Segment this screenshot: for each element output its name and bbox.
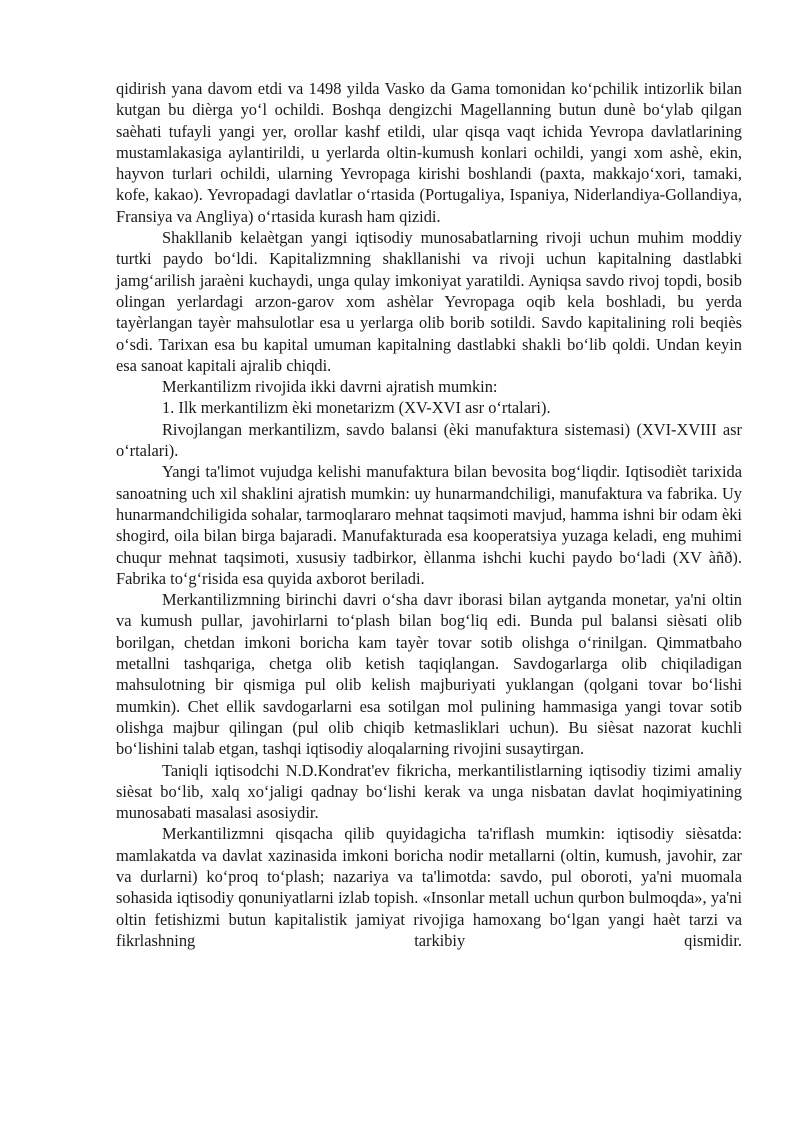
paragraph-mercantilism-periods-intro: Merkantilizm rivojida ikki davrni ajratish mumkin: [162, 377, 498, 397]
document-page [116, 78, 742, 951]
paragraph-first-period: Merkantilizmning birinchi davri o‘sha davr iborasi bilan aytganda monetar, ya'ni oltin va kumush pullar, javohirlarni to‘plash bilan bog‘liq edi. Bunda pul balansi sièsati olib borilgan, chetdan imkoni boricha kam tayèr tovar sotib olishga o‘rinilgan. Qimmatbaho metallni tashqariga, chetga olib ketish taqiqlangan. Savdogarlarga olib chiqiladigan mahsulotning bir qismiga pul olib kelish majburiyati yuklangan (qolgani tovar bo‘lishi mumkin). Chet ellik savdogarlarni esa sotilgan mol pulining hammasiga yangi tovar sotib olishga majbur qilingan (pul olib chiqib ketmasliklari uchun). Bu sièsat nazorat kuchli bo‘lishini talab etgan, tashqi iqtisodiy aloqalarning rivojini susaytirgan. [116, 590, 742, 759]
paragraph-kondratev: Taniqli iqtisodchi N.D.Kondrat'ev fikricha, merkantilistlarning iqtisodiy tizimi amaliy sièsat bo‘lib, xalq xo‘jaligi qadnay bo‘lishi kerak va unga nisbatan davlat hoqimiyatining munosabati masalasi asosiydir. [116, 760, 742, 823]
paragraph-mercantilism-definition: Merkantilizmni qisqacha qilib quyidagicha ta'riflash mumkin: iqtisodiy sièsatda: mamlakatda va davlat xazinasida imkoni boricha nodir metallarni (oltin, kumush, javohir, zar va durlarni) ko‘proq to‘plash; nazariya va ta'limotda: savdo, pul oboroti, ya'ni muomala sohasida iqtisodiy qonuniyatlarni izlab topish. «Insonlar metall uchun qurbon bulmoqda», ya'ni oltin fetishizmi butun kapitalistik jamiyat rivojiga hamoxang bo‘lgan yangi haèt tarzi va fikrlashning tarkibiy qismidir. [116, 824, 742, 950]
paragraph-capital-accumulation: Shakllanib kelaètgan yangi iqtisodiy munosabatlarning rivoji uchun muhim moddiy turtki paydo bo‘ldi. Kapitalizmning shakllanishi va rivoji uchun kapitalning dastlabki jamg‘arilish jaraèni kuchaydi, unga qulay imkoniyat yaratildi. Ayniqsa savdo rivoj topdi, bosib olingan yerlardagi arzon-garov xom ashèlar Yevropaga oqib kela boshladi, bu yerda tayèrlangan tayèr mahsulotlar esa u yerlarga olib borib sotildi. Savdo kapitalining roli beqiès o‘sdi. Tarixan esa bu kapital umuman kapitalning dastlabki shakli bo‘lib qoldi. Undan keyin esa sanoat kapitali ajralib chiqdi. [116, 228, 742, 375]
paragraph-vasco-da-gama: qidirish yana davom etdi va 1498 yilda Vasko da Gama tomonidan ko‘pchilik intizorlik bilan kutgan bu dièrga yo‘l ochildi. Boshqa dengizchi Magellanning butun dunè bo‘ylab qilgan saèhati tufayli yangi yer, orollar kashf etildi, ular qisqa vaqt ichida Yevropa davlatlarining mustamlakasiga aylantirildi, u yerlarda oltin-kumush konlari ochildi, yangi xom ashè, ekin, hayvon turlari ochildi, ularning Yevropaga kirishi boshlandi (paxta, makkajo‘xori, tamaki, kofe, kakao). Yevropadagi davlatlar o‘rtasida (Portugaliya, Ispaniya, Niderlandiya-Gollandiya, Fransiya va Angliya) o‘rtasida kurash ham qizidi. [116, 79, 742, 226]
list-item-developed-mercantilism: Rivojlangan merkantilizm, savdo balansi (èki manufaktura sistemasi) (XVI-XVIII asr o‘rtalari). [116, 419, 742, 461]
paragraph-manufacture: Yangi ta'limot vujudga kelishi manufaktura bilan bevosita bog‘liqdir. Iqtisodièt tarixida sanoatning uch xil shaklini ajratish mumkin: uy hunarmandchiligi, manufaktura va fabrika. Uy hunarmandchiligida sohalar, tarmoqlararo mehnat taqsimoti mavjud, hamma ishni bir odam èki shogird, oila bilan birga bajaradi. Manufakturada esa kooperatsiya yuzaga keladi, eng muhimi chuqur mehnat taqsimoti, xususiy tadbirkor, èllanma ishchi kuchi paydo bo‘ladi (XV àñð). Fabrika to‘g‘risida esa quyida axborot beriladi. [116, 462, 742, 588]
list-item-early-mercantilism: 1. Ilk merkantilizm èki monetarizm (XV-XVI asr o‘rtalari). [162, 398, 551, 418]
